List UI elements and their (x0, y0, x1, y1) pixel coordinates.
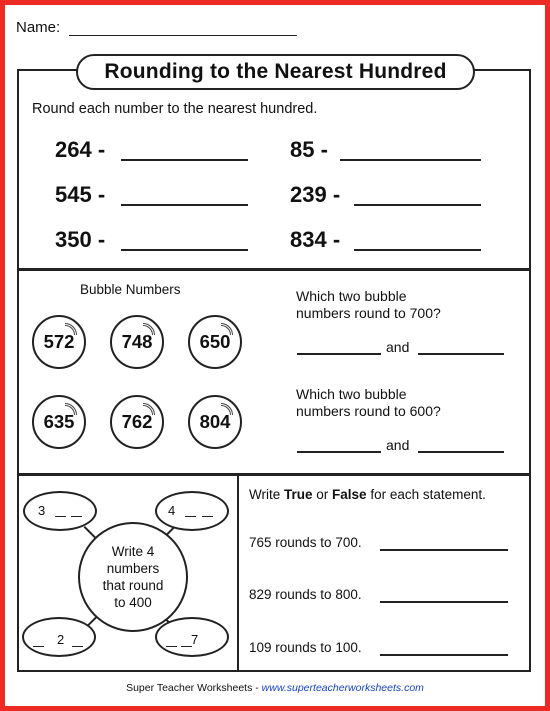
statement-1-answer[interactable] (380, 549, 508, 551)
true-false-instruction: Write True or False for each statement. (249, 487, 486, 502)
web-oval-bottom-left[interactable]: 2 (22, 617, 96, 657)
question-700: Which two bubble numbers round to 700? (296, 288, 441, 321)
and-label-1: and (386, 339, 410, 355)
name-input-line[interactable] (69, 35, 297, 36)
answer-600-b[interactable] (418, 451, 504, 453)
answer-700-b[interactable] (418, 353, 504, 355)
answer-line-3[interactable] (121, 204, 248, 206)
name-label: Name: (16, 19, 61, 36)
and-label-2: and (386, 437, 410, 453)
answer-600-a[interactable] (297, 451, 381, 453)
problem-1: 264 - (55, 137, 106, 162)
web-oval-bottom-right[interactable]: 7 (155, 617, 229, 657)
problem-3: 545 - (55, 182, 106, 207)
web-oval-top-right[interactable]: 4 (155, 491, 229, 531)
bubble-1: 572 (32, 315, 86, 369)
worksheet-title (76, 54, 475, 90)
bubble-2: 748 (110, 315, 164, 369)
title-text: Rounding to the Nearest Hundred (104, 60, 447, 83)
question-600: Which two bubble numbers round to 600? (296, 386, 441, 419)
statement-3: 109 rounds to 100. (249, 640, 362, 655)
rounding-instruction: Round each number to the nearest hundred. (32, 101, 318, 117)
footer-link[interactable]: www.superteacherworksheets.com (261, 682, 424, 694)
statement-2: 829 rounds to 800. (249, 587, 362, 602)
answer-line-2[interactable] (340, 159, 481, 161)
bubble-3: 650 (188, 315, 242, 369)
web-oval-top-left[interactable]: 3 (23, 491, 97, 531)
answer-line-1[interactable] (121, 159, 248, 161)
statement-3-answer[interactable] (380, 654, 508, 656)
problem-4: 239 - (290, 182, 341, 207)
problem-6: 834 - (290, 227, 341, 252)
problem-2: 85 - (290, 137, 328, 162)
answer-700-a[interactable] (297, 353, 381, 355)
bubble-5: 762 (110, 395, 164, 449)
bubble-numbers-title: Bubble Numbers (80, 282, 181, 297)
answer-line-4[interactable] (354, 204, 481, 206)
answer-line-6[interactable] (354, 249, 481, 251)
problem-5: 350 - (55, 227, 106, 252)
answer-line-5[interactable] (121, 249, 248, 251)
statement-1: 765 rounds to 700. (249, 535, 362, 550)
footer: Super Teacher Worksheets - www.superteacherworksheets.com (126, 682, 424, 694)
bubble-section (17, 269, 531, 475)
statement-2-answer[interactable] (380, 601, 508, 603)
bubble-6: 804 (188, 395, 242, 449)
bubble-4: 635 (32, 395, 86, 449)
web-center-circle: Write 4 numbers that round to 400 (78, 522, 188, 632)
